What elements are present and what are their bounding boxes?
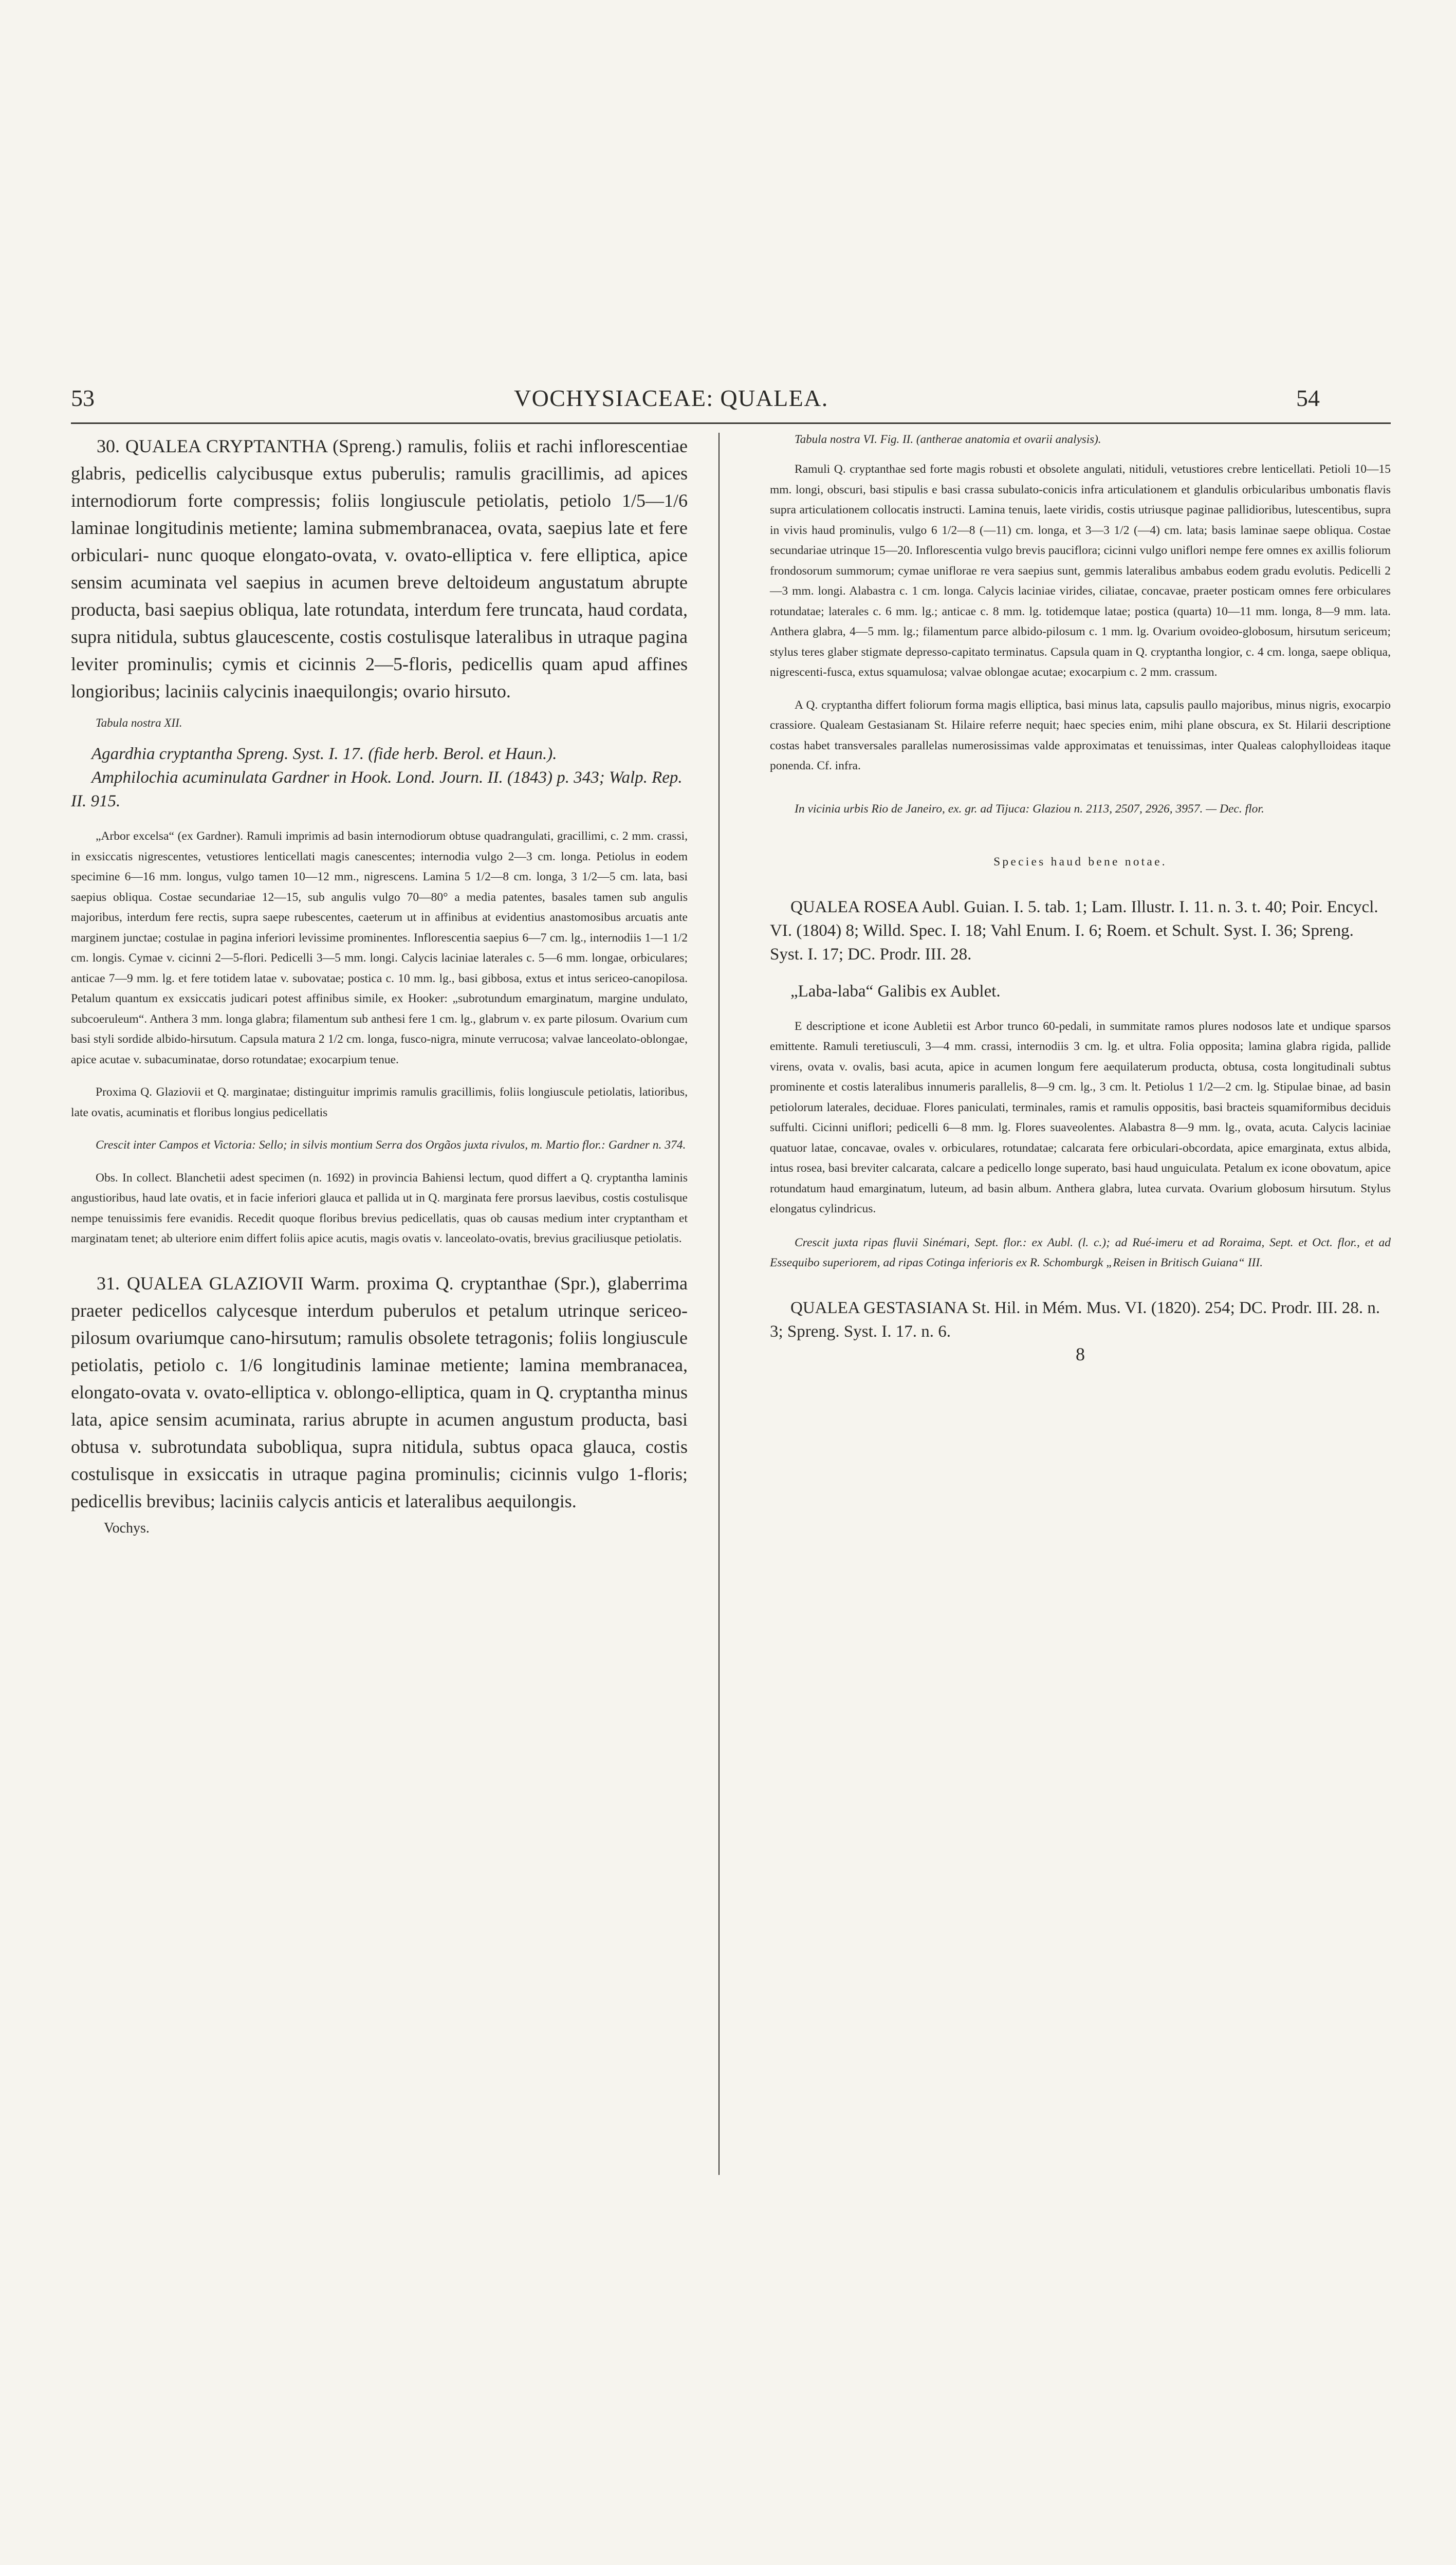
left-column [71,433,688,1537]
species-30-description: „Arbor excelsa“ (ex Gardner). Ramuli imprimis ad basin internodiorum obtuse quadrangulati, gracillimi, c. 2 mm. crassi, in exsiccatis nigrescentes, vetustiores lenticellati magis canescentes; internodia vulgo 2—3 cm. longa. Petiolus in eodem specimine 6—16 mm. longus, vulgo tamen 10—12 mm., nigrescens. Lamina 5 1/2—8 cm. longa, 3 1/2—5 cm. lata, basi saepius obliqua. Costae secundariae 12—15, sub angulis vulgo 70—80° a media patentes, basales tamen sub angulis majoribus, interdum fere rectis, supra saepe rubescentes, caeterum ut in affinibus at evidentius anastomosibus arcuatis ante marginem junctae; costulae in pagina inferiori levissime prominentes. Inflorescentia saepius 6—7 cm. lg., internodiis 1—1 1/2 cm. longis. Cymae v. cicinni 2—5-flori. Pedicelli 3—5 mm. longi. Calycis laciniae laterales c. 5—6 mm. longae, orbiculares; anticae 7—9 mm. lg. et fere totidem latae v. subovatae; postica c. 10 mm. lg., basi gibbosa, extus et intus sericeo-canopilosa. Petalum quantum ex exsiccatis judicari potest affinibus simile, ex Hooker: „subrotundum emarginatum, margine undulato, subcoeruleum“. Anthera 3 mm. longa glabra; filamentum sub anthesi fere 1 cm. lg., glabrum v. ex parte pilosum. Ovarium cum basi styli sordide albido-hirsutum. Capsula matura 2 1/2 cm. longa, fusco-nigra, minute verrucosa; valvae lanceolato-oblongae, apice acutae v. subacuminatae, dorso rotundatae; exocarpium tenue. [71,829,688,1066]
species-31-diagnosis: 31. QUALEA GLAZIOVII Warm. proxima Q. cryptanthae (Spr.), glaberrima praeter pedicellos calycesque interdum puberulos et petalum utrinque sericeo-pilosum ovariumque cano-hirsutum; ramulis obsolete tetragonis; foliis longiuscule petiolatis, petiolo c. 1/6 longitudinis laminae metiente; lamina membranacea, elongato-ovata v. ovato-elliptica v. oblongo-elliptica, quam in Q. cryptantha minus lata, apice sensim acuminata, rarius abrupte in acumen angustum producta, basi obtusa v. subrotundata subobliqua, supra nitidula, subtus opaca glauca, costis costulisque in exsiccatis in utraque pagina prominulis; cicinnis vulgo 1-floris; pedicellis brevibus; laciniis calycis anticis et lateralibus aequilongis. [71,1272,688,1511]
printer-signature: Vochys. [104,1520,150,1536]
running-title: VOCHYSIACEAE: QUALEA. [514,385,828,411]
header-rule [71,422,1391,424]
species-30-diagnosis: 30. QUALEA CRYPTANTHA (Spreng.) ramulis, foliis et rachi inflorescentiae glabris, pedicellis calycibusque extus puberulis; ramulis gracillimis, ad apices internodiorum forte compressis; foliis longiuscule petiolatis, petiolo 1/5—1/6 laminae longitudinis metiente; lamina submembranacea, ovata, saepius late et fere orbiculari- nunc quoque elongato-ovata, v. ovato-elliptica v. fere elliptica, apice sensim acuminata vel saepius in acumen breve deltoideum angustatum abrupte producta, basi saepius obliqua, late rotundata, interdum fere truncata, haud cordata, supra nitidula, subtus glaucescente, costis costulisque lateralibus in utraque pagina leviter prominulis; cymis et cicinnis 2—5-floris, pedicellis quam apud affines longioribus; laciniis calycinis inaequilongis; ovario hirsuto. [71,436,688,702]
qualea-rosea-locality: Crescit juxta ripas fluvii Sinémari, Sept. flor.: ex Aubl. (l. c.); ad Rué-imeru et ad Roraima, Sept. et Oct. flor., et ad Essequibo superiorem, ad ripas Cotinga inferioris ex R. Schomburgk „Reisen in Britisch Guiana“ III. [770,1235,1391,1269]
qualea-rosea-description: E descriptione et icone Aubletii est Arbor trunco 60-pedali, in summitate ramos plures nodosos late et undique sparsos emittente. Ramuli teretiusculi, 3—4 mm. crassi, internodiis 3 cm. lg. et ultra. Folia opposita; lamina glabra rigida, pallide virens, ovata v. ovalis, basi acuta, apice in acumen longum fere aequilaterum producta, obtusa, costa longitudinali subtus prominente et costis lateralibus innumeris parallelis, 8—9 cm. lg., 3 cm. lt. Petiolus 1 1/2—2 cm. lg. Stipulae binae, ad basin petiolorum laterales, deciduae. Flores paniculati, terminales, ramis et ramulis oppositis, basi bracteis squamiformibus deciduis suffulti. Cicinni uniflori; pedicelli 6—8 mm. lg. Flores suaveolentes. Alabastra 8—9 mm. lg., ovata, acuta. Calycis laciniae quatuor latae, concavae, ovales v. orbiculares, rotundatae; calcarata fere orbiculari-obcordata, apice emarginata, extus albida, intus rosea, basi breviter calcarata, calcare a pedicello longe superato, basi haud unguiculata. Petalum ex icone obovatum, apice rotundatum haud emarginatum, luteum, ad basin album. Anthera glabra, lutea curvata. Ovarium globosum hirsutum. Stylus elongatus cylindricus. [770,1019,1391,1215]
section-heading-species-haud-bene-notae: Species haud bene notae. [993,855,1167,869]
synonym-agardhia: Agardhia cryptantha Spreng. Syst. I. 17. (fide herb. Berol. et Haun.). [91,745,557,763]
sheet-number: 8 [1076,1343,1085,1364]
qualea-rosea-entry: QUALEA ROSEA Aubl. Guian. I. 5. tab. 1; Lam. Illustr. I. 11. n. 3. t. 40; Poir. Encycl. VI. (1804) 8; Willd. Spec. I. 18; Vahl Enum. I. 6; Roem. et Schult. Syst. I. 36; Spreng. Syst. I. 17; DC. Prodr. III. 28. [770,897,1378,964]
page-number-left: 53 [71,385,95,411]
species-31-description: Ramuli Q. cryptanthae sed forte magis robusti et obsolete angulati, nitiduli, vetustiores crebre lenticellati. Petioli 10—15 mm. longi, obscuri, basi stipulis e basi crassa subulato-conicis infra articulationem et glandulis orbicularibus umbonatis flavis supra articulationem collocatis instructi. Lamina tenuis, laete viridis, costis utriusque paginae pallidioribus, lutescentibus, supra in vivis haud prominulis, vulgo 6 1/2—8 (—11) cm. longa, et 3—3 1/2 (—4) cm. lata; basis laminae saepe obliqua. Costae secundariae utrinque 15—20. Inflorescentia vulgo brevis pauciflora; cicinni vulgo uniflori nempe fere omnes ex axillis foliorum frondosorum summorum; cymae uniflorae re vera saepius sunt, gemmis lateralibus ambabus eodem gradu evolutis. Pedicelli 2—3 mm. longi. Alabastra c. 1 cm. longa. Calycis laciniae virides, ciliatae, concavae, praeter posticam omnes fere orbiculares rotundatae; laterales c. 6 mm. lg.; anticae c. 8 mm. lg. totidemque latae; postica (quarta) 10—11 mm. longa, 8—9 mm. lata. Anthera glabra, 4—5 mm. lg.; filamentum parce albido-pilosum c. 1 mm. lg. Ovarium ovoideo-globosum, hirsutum sericeum; stylus teres glaber stigmate depresso-capitato terminatus. Capsula quam in Q. cryptantha longior, c. 4 cm. longa, saepe obliqua, nigrescenti-fusca, extus squamulosa; valvae oblongae acutae; exocarpium c. 2 mm. crassum. [770,463,1391,679]
species-30-locality: Crescit inter Campos et Victoria: Sello; in silvis montium Serra dos Orgãos juxta rivulos, m. Martio flor.: Gardner n. 374. [96,1138,686,1152]
species-31-comparison: A Q. cryptantha differt foliorum forma magis elliptica, basi minus lata, capsulis paullo majoribus, minus nigris, exocarpio crassiore. Qualeam Gestasianam St. Hilaire referre nequit; haec species enim, mihi plane obscura, ex St. Hilarii descriptione costas habet transversales parallelas numerosissimas valde approximatas et tenuissimas, inter Qualeas calophylloideas itaque ponenda. Cf. infra. [770,698,1391,772]
page-number-right: 54 [1296,385,1320,411]
qualea-rosea-vernacular: „Laba-laba“ Galibis ex Aublet. [790,982,1001,1001]
right-column [770,433,1391,1365]
species-30-observation: Obs. In collect. Blanchetii adest specimen (n. 1692) in provincia Bahiensi lectum, quod differt a Q. cryptantha laminis angustioribus, haud late ovatis, et in facie inferiori glauca et pallida ut in Q. marginata fere prorsus laevibus, costis costulisque nempe tenuissimis fere evanidis. Recedit quoque floribus brevius pedicellatis, quas ob causas medium inter cryptantham et marginatam tenet; ab ulteriore enim differt foliis apice acutis, magis ovatis v. lanceolato-ovatis, brevius graciliusque petiolatis. [71,1171,688,1245]
plate-reference-xii: Tabula nostra XII. [96,716,182,729]
plate-reference-vi: Tabula nostra VI. Fig. II. (antherae anatomia et ovarii analysis). [795,433,1101,446]
column-divider [718,433,720,2175]
species-30-comparison: Proxima Q. Glaziovii et Q. marginatae; distinguitur imprimis ramulis gracillimis, foliis longiuscule petiolatis, latioribus, late ovatis, acuminatis et floribus longius pedicellatis [71,1085,688,1119]
species-31-locality: In vicinia urbis Rio de Janeiro, ex. gr. ad Tijuca: Glaziou n. 2113, 2507, 2926, 3957. — Dec. flor. [795,802,1264,816]
qualea-gestasiana-entry: QUALEA GESTASIANA St. Hil. in Mém. Mus. VI. (1820). 254; DC. Prodr. III. 28. n. 3; Spreng. Syst. I. 17. n. 6. [770,1298,1380,1341]
synonym-amphilochia: Amphilochia acuminulata Gardner in Hook. Lond. Journ. II. (1843) p. 343; Walp. Rep. II. 915. [71,768,683,810]
